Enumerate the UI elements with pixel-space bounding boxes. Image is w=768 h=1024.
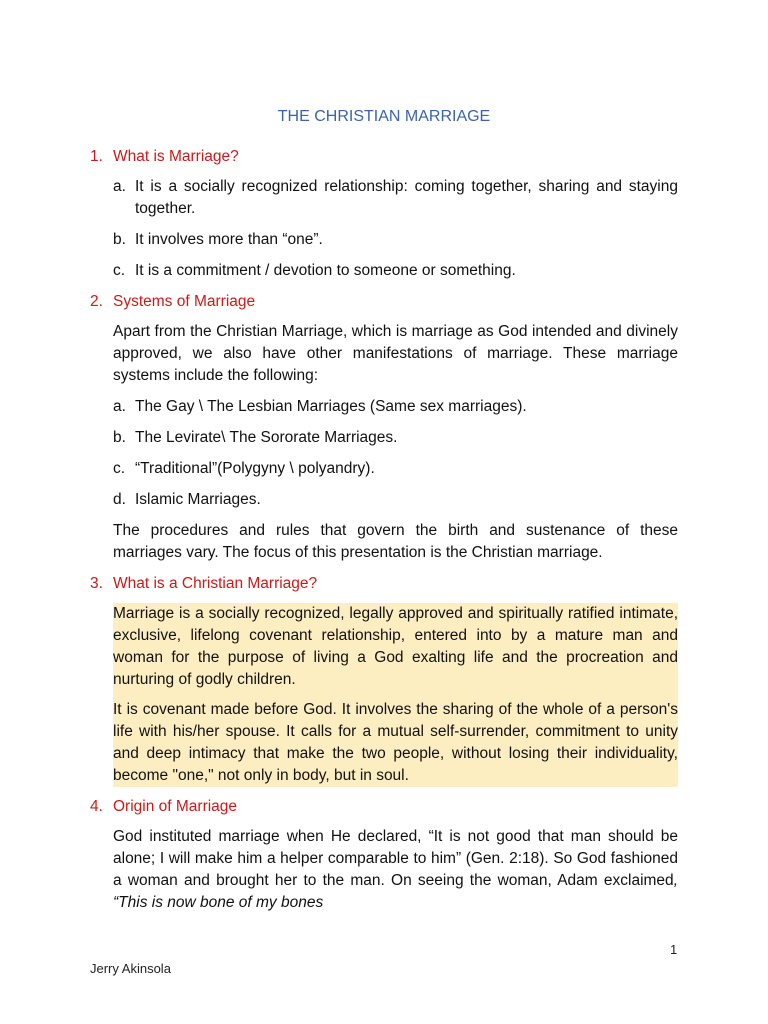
paragraph: The procedures and rules that govern the birth and sustenance of these marriages vary. The focus of this presentation is the Christian marriage.: [113, 522, 678, 561]
list-marker: b.: [113, 231, 126, 248]
list-item-text: It is a socially recognized relationship: coming together, sharing and staying together.: [135, 178, 678, 217]
list-item-text: The Levirate\ The Sororate Marriages.: [135, 429, 398, 446]
paragraph: Marriage is a socially recognized, legally approved and spiritually ratified intimate, exclusive, lifelong covenant relationship, entered into by a mature man and woman for the purpose of living a God exalting life and the procreation and nurturing of godly children.: [113, 605, 678, 688]
list-marker: a.: [113, 398, 126, 415]
document-body: [90, 146, 678, 923]
section-title: What is Marriage?: [113, 148, 239, 165]
page-number: 1: [670, 942, 678, 957]
section-title: What is a Christian Marriage?: [113, 575, 318, 592]
section-number: 4.: [90, 798, 103, 815]
list-marker: b.: [113, 429, 126, 446]
section-body: [113, 321, 678, 564]
paragraph: Apart from the Christian Marriage, which is marriage as God intended and divinely approved, we also have other manifestations of marriage. These marriage systems include the following:: [113, 323, 678, 384]
footer-author: Jerry Akinsola: [90, 961, 171, 976]
paragraph-text: God instituted marriage when He declared, “It is not good that man should be alone; I will make him a helper comparable to him” (Gen. 2:18). So God fashioned a woman and brought her to the man. On seeing the woman, Adam exclaimed: [113, 828, 678, 889]
list-item: [113, 229, 678, 251]
list-item: [113, 458, 678, 480]
paragraph: [113, 826, 678, 914]
list-item: [113, 427, 678, 449]
section-number: 2.: [90, 293, 103, 310]
section-body: [113, 826, 678, 914]
list-item: [113, 176, 678, 220]
list-item: [113, 489, 678, 511]
list-item-text: “Traditional”(Polygyny \ polyandry).: [135, 460, 375, 477]
list-item-text: It involves more than “one”.: [135, 231, 323, 248]
section-number: 3.: [90, 575, 103, 592]
list-marker: c.: [113, 262, 126, 279]
list-item: [113, 260, 678, 282]
list-marker: c.: [113, 460, 126, 477]
section-title: Origin of Marriage: [113, 798, 238, 815]
list-item-text: It is a commitment / devotion to someone or something.: [135, 262, 516, 279]
section-heading-christian-marriage: [90, 573, 678, 595]
section-number: 1.: [90, 148, 103, 165]
paragraph: It is covenant made before God. It involves the sharing of the whole of a person's life with his/her spouse. It calls for a mutual self-surrender, commitment to unity and deep intimacy that make the two people, without losing their individuality, become "one," not only in body, but in soul.: [113, 701, 678, 784]
document-title: THE CHRISTIAN MARRIAGE: [277, 108, 491, 125]
list-item: [113, 396, 678, 418]
section-heading-origin-of-marriage: [90, 796, 678, 818]
list-item-text: The Gay \ The Lesbian Marriages (Same sex marriages).: [135, 398, 527, 415]
section-body: [113, 176, 678, 282]
section-title: Systems of Marriage: [113, 293, 256, 310]
highlighted-definition: [113, 603, 678, 787]
section-heading-what-is-marriage: [90, 146, 678, 168]
list-marker: a.: [113, 178, 126, 195]
scripture-quote: , “This is now bone of my bones: [113, 872, 678, 911]
list-marker: d.: [113, 491, 126, 508]
section-heading-systems-of-marriage: [90, 291, 678, 313]
list-item-text: Islamic Marriages.: [135, 491, 261, 508]
